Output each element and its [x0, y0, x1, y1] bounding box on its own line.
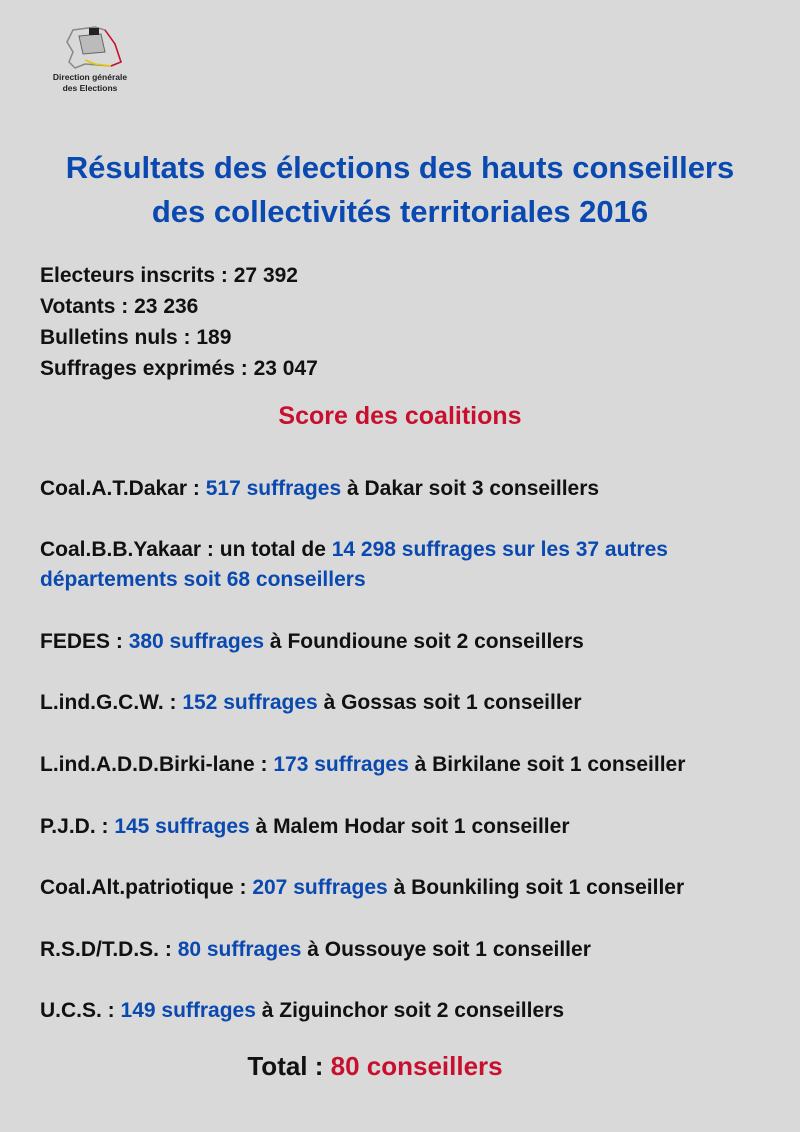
- coalition-votes: 380 suffrages: [128, 630, 265, 653]
- coalition-name: FEDES :: [40, 630, 129, 653]
- coalition-rest: à Malem Hodar soit 1 conseiller: [249, 815, 570, 838]
- coalition-name: Coal.Alt.patriotique :: [40, 876, 253, 899]
- coalition-votes: 145 suffrages: [114, 815, 250, 838]
- coalition-rest: à Bounkiling soit 1 conseiller: [387, 876, 685, 899]
- page-title: [0, 146, 800, 234]
- coalition-result: [40, 627, 770, 657]
- coalition-rest: à Foundioune soit 2 conseillers: [264, 630, 584, 653]
- coalition-rest: à Oussouye soit 1 conseiller: [301, 938, 591, 961]
- stat-label: Bulletins nuls :: [40, 326, 197, 349]
- stat-null: [40, 322, 318, 353]
- coalition-name: U.C.S. :: [40, 999, 121, 1022]
- coalition-name: P.J.D. :: [40, 815, 115, 838]
- coalition-rest: à Birkilane soit 1 conseiller: [408, 753, 686, 776]
- coalition-rest: à Gossas soit 1 conseiller: [317, 691, 582, 714]
- coalition-result: [40, 474, 770, 504]
- logo-line: des Elections: [62, 83, 118, 93]
- coalition-name: R.S.D/T.D.S. :: [40, 938, 178, 961]
- coalition-rest: à Dakar soit 3 conseillers: [341, 477, 600, 500]
- coalition-name: L.ind.A.D.D.Birki-lane :: [40, 753, 274, 776]
- section-title: Score des coalitions: [278, 402, 522, 430]
- logo-text: [38, 72, 142, 94]
- title-line: Résultats des élections des hauts conseillers: [65, 150, 735, 185]
- coalition-result: [40, 812, 770, 842]
- total-label: Total :: [247, 1051, 331, 1081]
- logo-line: Direction générale: [52, 72, 128, 82]
- coalition-votes: 152 suffrages: [182, 691, 318, 714]
- stat-label: Votants :: [40, 295, 135, 318]
- coalition-name: Coal.A.T.Dakar :: [40, 477, 206, 500]
- stat-value: 23 236: [134, 295, 199, 318]
- title-line: des collectivités territoriales 2016: [151, 194, 649, 229]
- coalition-votes: 14 298 suffrages sur les 37 autres départements soit 68 conseillers: [40, 538, 668, 591]
- stat-expressed: [40, 353, 318, 384]
- coalition-result: [40, 688, 770, 718]
- coalition-result: [40, 935, 770, 965]
- stat-voters: [40, 291, 318, 322]
- stat-value: 189: [196, 326, 232, 349]
- logo: [38, 22, 142, 94]
- total-value: 80 conseillers: [330, 1051, 503, 1081]
- total: [0, 1051, 750, 1082]
- coalition-result: [40, 750, 770, 780]
- stat-label: Electeurs inscrits :: [40, 264, 234, 287]
- coalition-result: [40, 535, 770, 595]
- coalition-votes: 149 suffrages: [120, 999, 256, 1022]
- coalition-result: [40, 996, 770, 1026]
- coalition-name: L.ind.G.C.W. :: [40, 691, 183, 714]
- coalition-votes: 80 suffrages: [177, 938, 302, 961]
- stat-value: 23 047: [253, 357, 318, 380]
- coalition-result: [40, 873, 770, 903]
- stat-label: Suffrages exprimés :: [40, 357, 254, 380]
- stat-value: 27 392: [233, 264, 298, 287]
- ballot-box-map-icon: [55, 22, 125, 72]
- coalition-rest: à Ziguinchor soit 2 conseillers: [255, 999, 565, 1022]
- stats: [40, 260, 318, 384]
- coalition-name: Coal.B.B.Yakaar : un total de: [40, 538, 332, 561]
- coalition-votes: 173 suffrages: [273, 753, 409, 776]
- coalition-votes: 207 suffrages: [252, 876, 388, 899]
- stat-registered: [40, 260, 318, 291]
- coalition-votes: 517 suffrages: [205, 477, 342, 500]
